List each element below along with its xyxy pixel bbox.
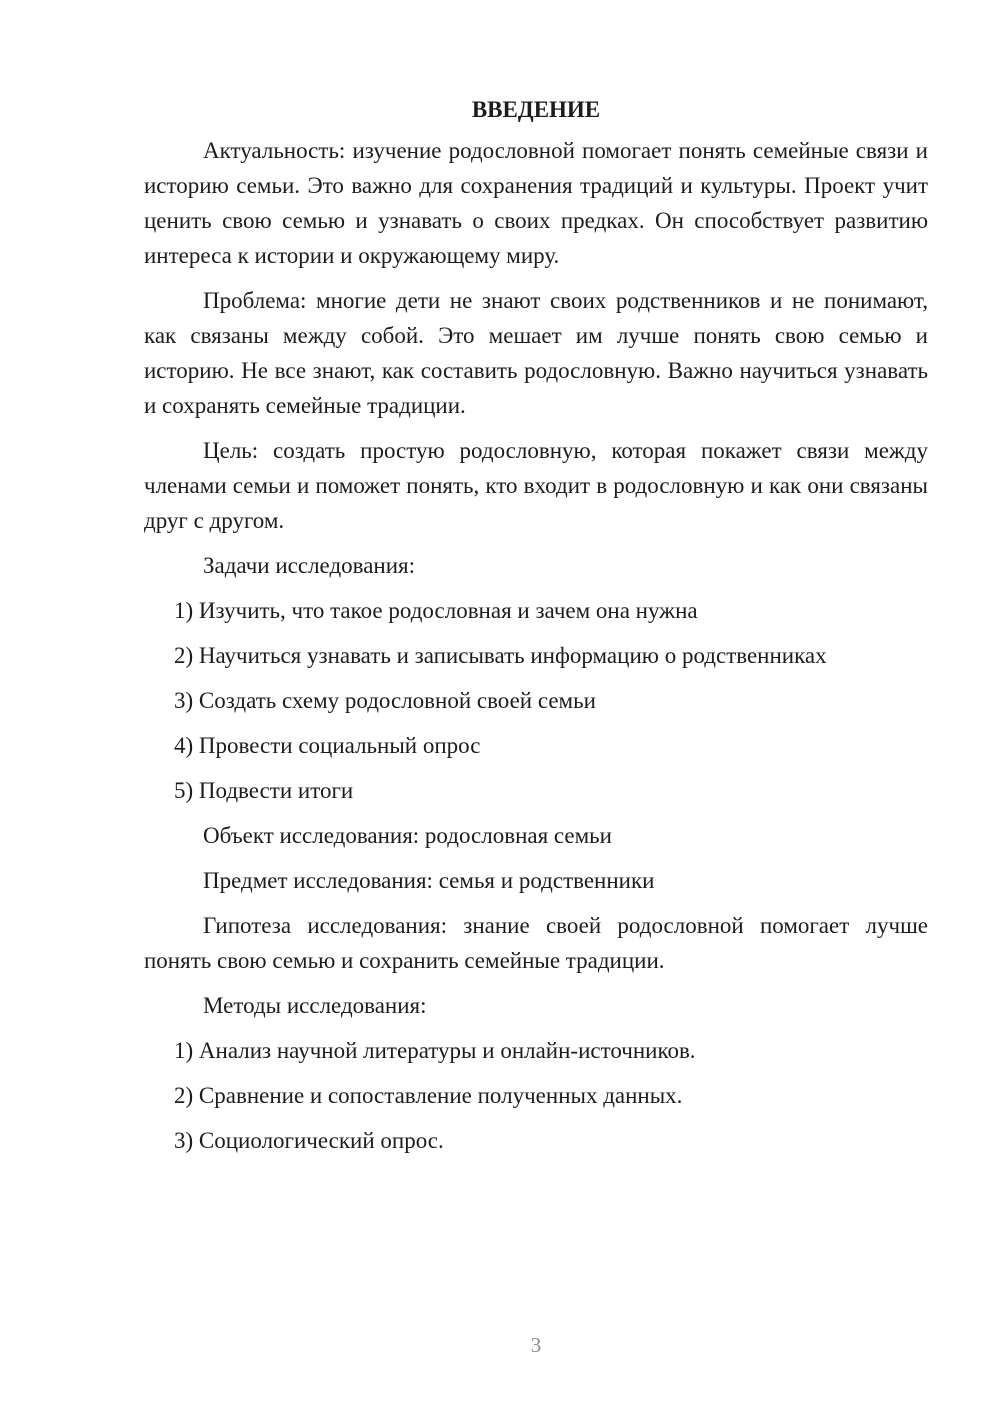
- task-item-5: 5) Подвести итоги: [174, 778, 354, 803]
- task-item-2: 2) Научиться узнавать и записывать информацию о родственниках: [174, 643, 827, 668]
- research-subject: Предмет исследования: семья и родственники: [203, 868, 655, 893]
- relevance-paragraph: Актуальность: изучение родословной помогает понять семейные связи и историю семьи. Это важно для сохранения традиций и культуры. Проект учит ценить свою семью и узнавать о своих предках. Он способствует развитию интереса к истории и окружающему миру.: [144, 138, 928, 268]
- hypothesis-paragraph: Гипотеза исследования: знание своей родословной помогает лучше понять свою семью и сохранить семейные традиции.: [144, 913, 928, 973]
- tasks-heading: Задачи исследования:: [203, 553, 416, 578]
- method-item-2: 2) Сравнение и сопоставление полученных данных.: [174, 1083, 683, 1108]
- page-body: [144, 92, 928, 1168]
- task-item-4: 4) Провести социальный опрос: [174, 733, 481, 758]
- goal-paragraph: Цель: создать простую родословную, которая покажет связи между членами семьи и поможет понять, кто входит в родословную и как они связаны друг с другом.: [144, 438, 928, 533]
- method-item-1: 1) Анализ научной литературы и онлайн-источников.: [174, 1038, 696, 1063]
- task-item-1: 1) Изучить, что такое родословная и зачем она нужна: [174, 598, 698, 623]
- problem-paragraph: Проблема: многие дети не знают своих родственников и не понимают, как связаны между собой. Это мешает им лучше понять свою семью и историю. Не все знают, как составить родословную. Важно научиться узнавать и сохранять семейные традиции.: [144, 288, 928, 418]
- research-object: Объект исследования: родословная семьи: [203, 823, 612, 848]
- task-item-3: 3) Создать схему родословной своей семьи: [174, 688, 596, 713]
- tasks-list: [144, 593, 928, 808]
- page-number: 3: [530, 1333, 542, 1357]
- method-item-3: 3) Социологический опрос.: [174, 1128, 444, 1153]
- methods-heading: Методы исследования:: [203, 993, 427, 1018]
- page-title: ВВЕДЕНИЕ: [471, 97, 601, 122]
- methods-list: [144, 1033, 928, 1158]
